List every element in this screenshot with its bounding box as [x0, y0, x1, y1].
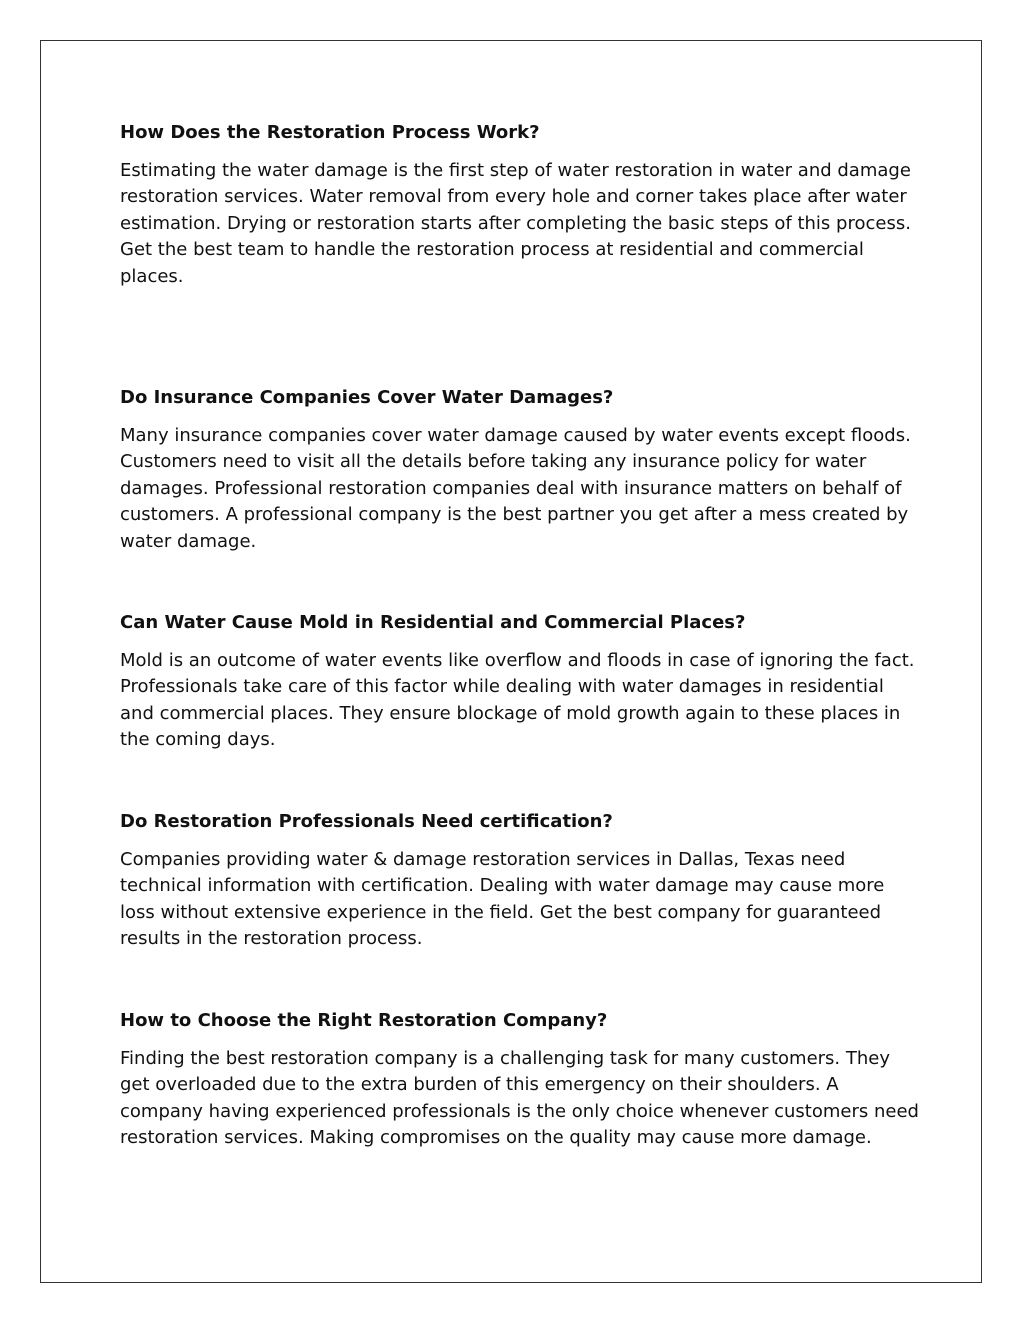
section-heading: Do Restoration Professionals Need certification? [120, 811, 613, 832]
faq-section-restoration-process [120, 120, 920, 290]
section-heading: Can Water Cause Mold in Residential and Commercial Places? [120, 612, 746, 633]
section-body: Companies providing water & damage restoration services in Dallas, Texas need technical information with certification. Dealing with water damage may cause more loss without extensive experience in the field. Get the best company for guaranteed results in the restoration process. [120, 849, 885, 950]
faq-section-certification [120, 809, 920, 953]
section-heading: How to Choose the Right Restoration Company? [120, 1010, 608, 1031]
section-body: Many insurance companies cover water damage caused by water events except floods. Customers need to visit all the details before taking any insurance policy for water damages. Professional restoration companies deal with insurance matters on behalf of customers. A professional company is the best partner you get after a mess created by water damage. [120, 425, 911, 552]
section-heading: How Does the Restoration Process Work? [120, 122, 540, 143]
faq-section-choose-company [120, 1008, 920, 1152]
faq-section-insurance [120, 385, 920, 555]
section-body: Finding the best restoration company is a challenging task for many customers. They get overloaded due to the extra burden of this emergency on their shoulders. A company having experienced professionals is the only choice whenever customers need restoration services. Making compromises on the quality may cause more damage. [120, 1048, 919, 1149]
section-heading: Do Insurance Companies Cover Water Damages? [120, 387, 614, 408]
faq-section-mold [120, 610, 920, 754]
section-body: Estimating the water damage is the first step of water restoration in water and damage restoration services. Water removal from every hole and corner takes place after water estimation. Drying or restoration starts after completing the basic steps of this process. Get the best team to handle the restoration process at residential and commercial places. [120, 160, 911, 287]
section-body: Mold is an outcome of water events like overflow and floods in case of ignoring the fact. Professionals take care of this factor while dealing with water damages in residential and commercial places. They ensure blockage of mold growth again to these places in the coming days. [120, 650, 915, 751]
